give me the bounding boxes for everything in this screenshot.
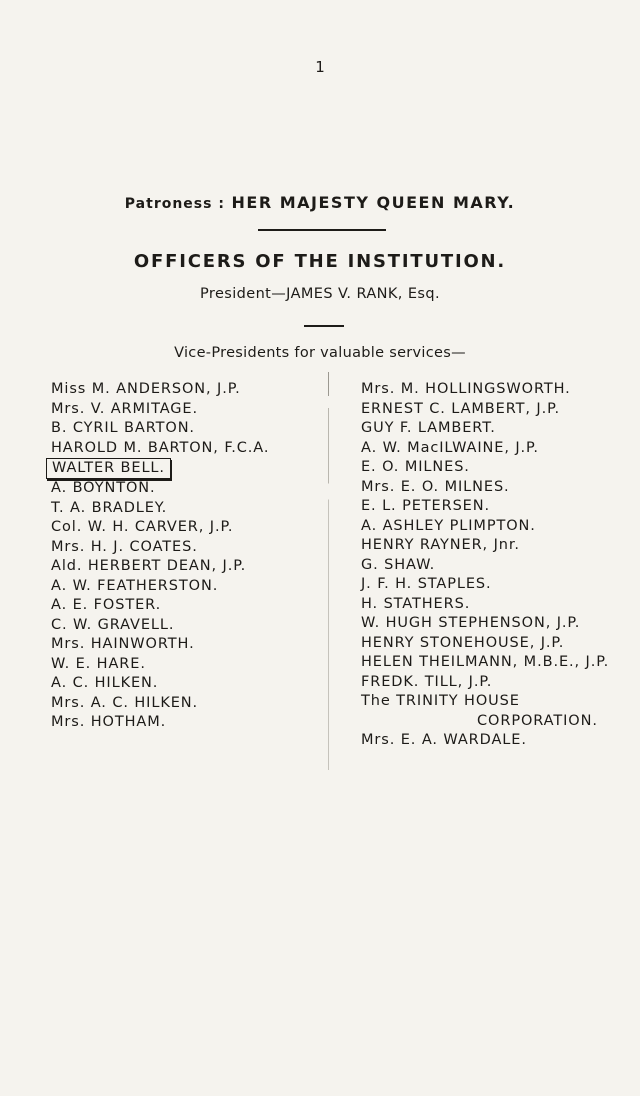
list-item: Mrs. HAINWORTH. <box>51 636 195 652</box>
list-item: HENRY RAYNER, Jnr. <box>361 537 520 553</box>
patroness-label: Patroness : <box>124 196 225 212</box>
list-item: J. F. H. STAPLES. <box>361 576 492 592</box>
list-item: Miss M. ANDERSON, J.P. <box>51 381 241 397</box>
list-item: E. L. PETERSEN. <box>361 498 490 514</box>
section-title: OFFICERS OF THE INSTITUTION. <box>133 251 507 272</box>
list-item: Mrs. V. ARMITAGE. <box>51 400 198 417</box>
list-item: Mrs. H. J. COATES. <box>51 538 198 555</box>
column-divider <box>328 372 329 770</box>
list-item: W. E. HARE. <box>51 655 146 672</box>
list-item: A. ASHLEY PLIMPTON. <box>361 517 536 534</box>
page-number: 1 <box>315 58 325 76</box>
list-item: G. SHAW. <box>361 556 436 573</box>
list-item: Ald. HERBERT DEAN, J.P. <box>51 558 247 574</box>
top-divider-rule <box>258 229 386 231</box>
list-item: Mrs. A. C. HILKEN. <box>51 694 199 711</box>
list-item: A. BOYNTON. <box>51 480 156 496</box>
list-item: A. C. HILKEN. <box>51 675 159 691</box>
list-item: A. W. FEATHERSTON. <box>51 577 219 594</box>
list-item: A. E. FOSTER. <box>51 597 162 613</box>
patroness-line <box>0 193 640 212</box>
list-item: HELEN THEILMANN, M.B.E., J.P. <box>361 654 610 670</box>
president-line: President—JAMES V. RANK, Esq. <box>200 286 440 302</box>
vice-presidents-heading: Vice-Presidents for valuable services— <box>174 345 466 361</box>
list-item: Col. W. H. CARVER, J.P. <box>51 519 234 535</box>
short-divider-rule <box>304 325 344 327</box>
list-item: Mrs. HOTHAM. <box>51 714 167 730</box>
list-item: B. CYRIL BARTON. <box>51 420 195 436</box>
list-item: W. HUGH STEPHENSON, J.P. <box>361 615 581 631</box>
list-item: T. A. BRADLEY. <box>51 499 168 516</box>
list-item: GUY F. LAMBERT. <box>361 420 496 436</box>
list-item: C. W. GRAVELL. <box>51 616 175 633</box>
list-item-continuation: CORPORATION. <box>477 712 598 729</box>
list-item: ERNEST C. LAMBERT, J.P. <box>361 400 560 417</box>
list-item-boxed: WALTER BELL. <box>46 458 171 479</box>
patroness-value: HER MAJESTY QUEEN MARY. <box>231 193 516 212</box>
list-item: H. STATHERS. <box>361 595 471 612</box>
list-item: Mrs. E. O. MILNES. <box>361 478 510 495</box>
vice-presidents-right-column <box>361 380 609 751</box>
list-item: The TRINITY HOUSE <box>361 693 520 709</box>
list-item: FREDK. TILL, J.P. <box>361 673 493 690</box>
list-item: E. O. MILNES. <box>361 459 470 475</box>
list-item: Mrs. M. HOLLINGSWORTH. <box>361 381 571 397</box>
vice-presidents-left-column <box>51 380 269 733</box>
list-item: HENRY STONEHOUSE, J.P. <box>361 634 565 651</box>
list-item: HAROLD M. BARTON, F.C.A. <box>51 439 270 456</box>
list-item: Mrs. E. A. WARDALE. <box>361 732 527 748</box>
list-item: A. W. MacILWAINE, J.P. <box>361 439 539 456</box>
